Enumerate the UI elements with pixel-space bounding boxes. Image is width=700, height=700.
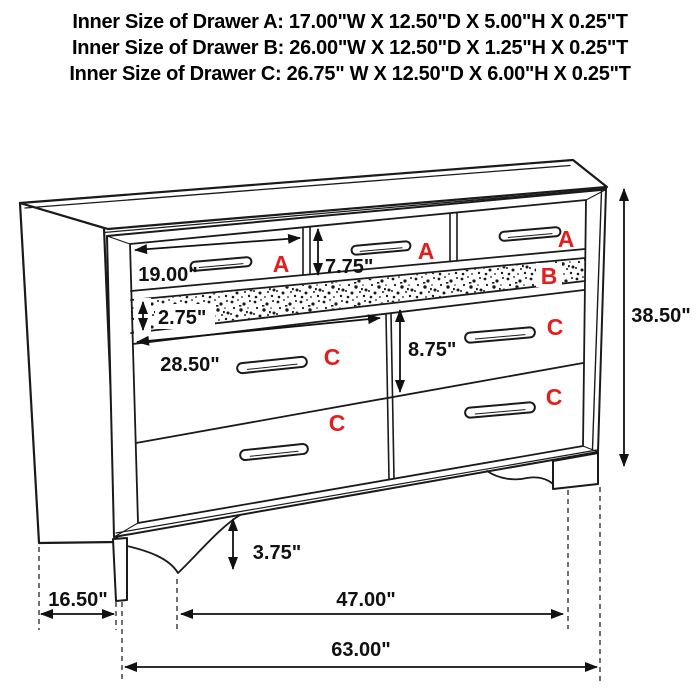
dim-overall-width: 63.00" — [331, 639, 391, 661]
dim-overall-height: 38.50" — [631, 305, 691, 327]
dim-foot-height: 3.75" — [252, 542, 302, 564]
dim-drawer-c-height: 8.75" — [408, 339, 457, 361]
dim-drawer-c-width: 28.50" — [160, 354, 220, 376]
label-drawer-c2-right: C — [545, 384, 563, 410]
dim-drawer-a-height: 7.75" — [325, 256, 374, 278]
side-panel — [20, 203, 117, 543]
label-drawer-a2: A — [417, 238, 435, 264]
label-drawer-a1: A — [272, 251, 290, 277]
label-drawer-a3: A — [557, 226, 575, 252]
dim-feet-span: 47.00" — [336, 589, 396, 611]
inner-size-drawer-b: Inner Size of Drawer B: 26.00"W X 12.50"D X 1.25"H X 0.25"T — [71, 37, 628, 59]
label-drawer-c2-left: C — [328, 410, 346, 436]
dim-drawer-b-height: 2.75" — [158, 307, 207, 329]
front-left-foot — [113, 538, 127, 601]
dim-drawer-a-width: 19.00" — [138, 264, 198, 286]
label-drawer-b: B — [540, 263, 558, 289]
right-apron-bracket — [487, 471, 553, 484]
dim-overall-depth: 16.50" — [48, 589, 108, 611]
label-drawer-c1-right: C — [546, 314, 564, 340]
inner-size-drawer-c: Inner Size of Drawer C: 26.75" W X 12.50"D X 6.00"H X 0.25"T — [69, 63, 631, 85]
label-drawer-c1-left: C — [323, 344, 341, 370]
inner-size-drawer-a: Inner Size of Drawer A: 17.00"W X 12.50"D X 5.00"H X 0.25"T — [72, 11, 628, 33]
